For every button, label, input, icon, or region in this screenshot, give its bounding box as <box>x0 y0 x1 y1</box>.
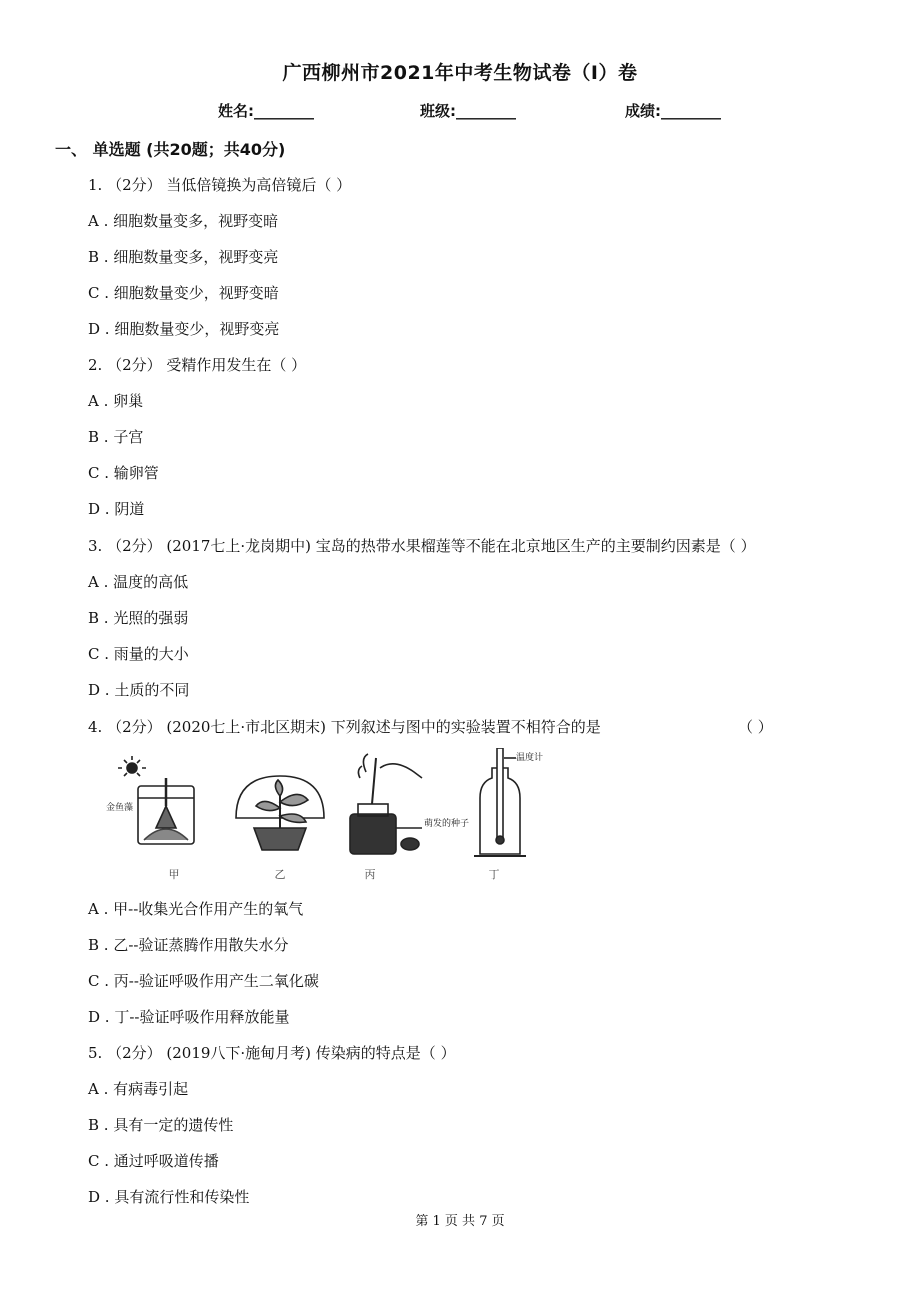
question-2-option-b: B . 子宫 <box>88 428 144 446</box>
figure-label-ding: 丁 <box>488 868 500 881</box>
question-2-option-a: A . 卵巢 <box>88 392 144 410</box>
question-5-stem: 5. （2分） (2019八下·施甸月考) 传染病的特点是（ ） <box>88 1044 456 1062</box>
figure-label-bing: 丙 <box>364 868 376 881</box>
question-1-option-c: C . 细胞数量变少，视野变暗 <box>88 284 279 302</box>
experiment-figure <box>104 748 544 884</box>
question-3-option-d: D . 土质的不同 <box>88 681 190 699</box>
question-2-option-c: C . 输卵管 <box>88 464 159 482</box>
question-3-stem: 3. （2分） (2017七上·龙岗期中) 宝岛的热带水果榴莲等不能在北京地区生产的主要制约因素是（ ） <box>88 537 756 555</box>
figure-jia-apparatus <box>118 756 194 844</box>
figure-label-yi: 乙 <box>274 868 286 881</box>
question-4-option-d: D . 丁--验证呼吸作用释放能量 <box>88 1008 290 1026</box>
section-heading: 一、 单选题 (共20题；共40分) <box>55 140 286 159</box>
figure-ding-apparatus <box>474 748 526 856</box>
score-field-label: 成绩:________ <box>625 102 721 120</box>
name-field-label: 姓名:________ <box>218 102 314 120</box>
page-footer: 第 1 页 共 7 页 <box>415 1214 505 1229</box>
figure-label-jia: 甲 <box>168 868 180 881</box>
question-3-option-a: A . 温度的高低 <box>88 573 189 591</box>
question-4-option-a: A . 甲--收集光合作用产生的氧气 <box>88 900 304 918</box>
question-4-answer-bracket: （ ） <box>738 718 773 736</box>
question-1-stem: 1. （2分） 当低倍镜换为高倍镜后（ ） <box>88 176 352 194</box>
question-1-option-d: D . 细胞数量变少，视野变亮 <box>88 320 280 338</box>
class-field-label: 班级:________ <box>420 102 516 120</box>
figure-bing-apparatus <box>350 754 422 854</box>
question-5-option-a: A . 有病毒引起 <box>88 1080 189 1098</box>
question-2-option-d: D . 阴道 <box>88 500 145 518</box>
page-title: 广西柳州市2021年中考生物试卷（I）卷 <box>282 62 638 84</box>
question-4-option-c: C . 丙--验证呼吸作用产生二氧化碳 <box>88 972 319 990</box>
figure-annotation-thermometer: 温度计 <box>516 753 544 763</box>
question-1-option-b: B . 细胞数量变多，视野变亮 <box>88 248 279 266</box>
question-1-option-a: A . 细胞数量变多，视野变暗 <box>88 212 279 230</box>
figure-yi-apparatus <box>236 776 324 850</box>
question-5-option-d: D . 具有流行性和传染性 <box>88 1188 250 1206</box>
question-5-option-b: B . 具有一定的遗传性 <box>88 1116 234 1134</box>
question-2-stem: 2. （2分） 受精作用发生在（ ） <box>88 356 307 374</box>
figure-annotation-jinyuzao: 金鱼藻 <box>106 803 134 813</box>
question-3-option-b: B . 光照的强弱 <box>88 609 189 627</box>
question-5-option-c: C . 通过呼吸道传播 <box>88 1152 219 1170</box>
question-4-stem: 4. （2分） (2020七上·市北区期末) 下列叙述与图中的实验装置不相符合的是 <box>88 718 601 736</box>
question-3-option-c: C . 雨量的大小 <box>88 645 189 663</box>
figure-annotation-seeds: 萌发的种子 <box>424 819 470 829</box>
question-4-option-b: B . 乙--验证蒸腾作用散失水分 <box>88 936 289 954</box>
